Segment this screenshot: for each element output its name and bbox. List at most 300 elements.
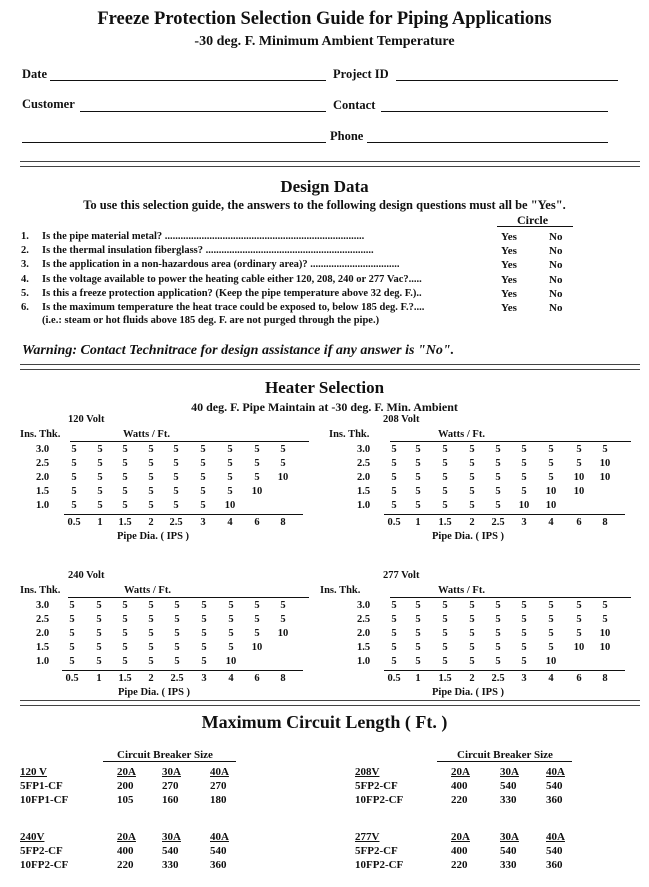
watt-cell: 5 (469, 614, 475, 625)
amp-header: 40A (210, 766, 229, 778)
watt-cell: 5 (548, 628, 554, 639)
pipe-size-label: 4 (228, 673, 234, 684)
watt-cell: 5 (227, 486, 233, 497)
watt-cell: 5 (548, 600, 554, 611)
watt-cell: 5 (254, 444, 260, 455)
watt-cell: 5 (174, 614, 180, 625)
watt-cell: 5 (173, 486, 179, 497)
watt-cell: 5 (122, 458, 128, 469)
watts-underline (70, 441, 309, 442)
watt-cell: 5 (200, 472, 206, 483)
pipe-size-label: 2.5 (169, 517, 183, 528)
amp-header: 20A (117, 766, 136, 778)
circuit-length-cell: 220 (451, 859, 468, 871)
watt-cell: 5 (442, 600, 448, 611)
voltage-label: 208V (355, 766, 380, 778)
thickness-label: 2.0 (36, 472, 50, 483)
watt-cell: 5 (576, 444, 582, 455)
watt-cell: 5 (576, 628, 582, 639)
watt-cell: 5 (227, 458, 233, 469)
design-data-title: Design Data (280, 177, 369, 196)
pipe-size-label: 6 (254, 673, 260, 684)
watt-cell: 5 (391, 642, 397, 653)
watt-cell: 5 (442, 458, 448, 469)
watt-cell: 5 (122, 600, 128, 611)
question-text: Is this a freeze protection application? (Keep the pipe temperature above 32 deg. F.).. (42, 287, 422, 299)
pipe-size-label: 2 (469, 673, 475, 684)
heater-model: 10FP2-CF (355, 859, 404, 871)
pipe-size-label: 1.5 (118, 673, 132, 684)
watt-cell: 5 (521, 458, 527, 469)
ins-thk-label: Ins. Thk. (329, 429, 370, 440)
watt-cell: 5 (228, 628, 234, 639)
circuit-length-cell: 540 (546, 845, 563, 857)
watt-cell: 5 (495, 600, 501, 611)
heater-model: 10FP2-CF (355, 794, 404, 806)
watt-cell: 5 (495, 656, 501, 667)
pipe-size-label: 8 (602, 673, 608, 684)
watt-cell: 5 (148, 500, 154, 511)
watt-cell: 5 (201, 628, 207, 639)
voltage-label: 277 Volt (383, 570, 420, 581)
watt-cell: 5 (173, 444, 179, 455)
pipe-size-label: 0.5 (387, 673, 401, 684)
watt-cell: 5 (97, 444, 103, 455)
customer-label: Customer (22, 97, 75, 111)
yes-option: Yes (501, 259, 517, 272)
pipe-size-label: 1.5 (438, 673, 452, 684)
grid-axis-line (64, 514, 303, 515)
pipe-size-label: 2.5 (170, 673, 184, 684)
circuit-length-cell: 400 (117, 845, 134, 857)
breaker-size-label: Circuit Breaker Size (457, 749, 553, 761)
watt-cell: 5 (415, 656, 421, 667)
watt-cell: 5 (148, 458, 154, 469)
watt-cell: 5 (521, 642, 527, 653)
watt-cell: 5 (415, 444, 421, 455)
thickness-label: 3.0 (36, 600, 50, 611)
page-subtitle: -30 deg. F. Minimum Ambient Temperature (194, 34, 455, 49)
watt-cell: 5 (495, 642, 501, 653)
watts-label: Watts / Ft. (438, 585, 485, 596)
thickness-label: 2.5 (36, 458, 50, 469)
watt-cell: 5 (602, 600, 608, 611)
watt-cell: 5 (96, 656, 102, 667)
watt-cell: 5 (521, 600, 527, 611)
watt-cell: 5 (415, 614, 421, 625)
circuit-length-cell: 330 (500, 794, 517, 806)
pipe-size-label: 2.5 (491, 517, 505, 528)
pipe-size-label: 3 (521, 673, 527, 684)
question-number: 4. (21, 273, 29, 285)
watt-cell: 5 (122, 486, 128, 497)
pipe-size-label: 0.5 (67, 517, 81, 528)
ins-thk-label: Ins. Thk. (20, 585, 61, 596)
thickness-label: 2.5 (36, 614, 50, 625)
watt-cell: 5 (576, 458, 582, 469)
watt-cell: 5 (148, 628, 154, 639)
thickness-label: 1.0 (36, 500, 50, 511)
pipe-size-label: 8 (280, 673, 286, 684)
watt-cell: 5 (174, 628, 180, 639)
watt-cell: 5 (174, 656, 180, 667)
breaker-underline (437, 761, 572, 762)
watt-cell: 5 (521, 614, 527, 625)
watt-cell: 5 (280, 444, 286, 455)
circuit-length-cell: 330 (162, 859, 179, 871)
thickness-label: 2.0 (357, 628, 371, 639)
watt-cell: 5 (96, 600, 102, 611)
date-label: Date (22, 67, 47, 81)
no-option: No (549, 273, 563, 286)
circuit-length-cell: 220 (451, 794, 468, 806)
pipe-size-label: 3 (201, 673, 207, 684)
watt-cell: 10 (251, 486, 263, 497)
watt-cell: 5 (148, 486, 154, 497)
question-number: 1. (21, 231, 29, 242)
thickness-label: 3.0 (36, 444, 50, 455)
circuit-length-title: Maximum Circuit Length ( Ft. ) (201, 712, 448, 732)
design-instruction: To use this selection guide, the answers to the following design questions must all be "Yes". (83, 198, 566, 212)
question-number: 5. (21, 287, 29, 299)
watt-cell: 5 (97, 486, 103, 497)
pipe-size-label: 6 (576, 673, 582, 684)
watt-cell: 5 (415, 600, 421, 611)
watt-cell: 10 (599, 458, 611, 469)
watt-cell: 5 (495, 614, 501, 625)
voltage-label: 120 V (20, 766, 47, 778)
watt-cell: 5 (254, 600, 260, 611)
watt-cell: 10 (599, 472, 611, 483)
project-id-label: Project ID (333, 67, 389, 81)
circuit-length-cell: 540 (500, 845, 517, 857)
contact-field[interactable] (381, 111, 608, 112)
question-number: 2. (21, 245, 29, 257)
watt-cell: 5 (469, 656, 475, 667)
project-id-field[interactable] (396, 80, 618, 81)
circuit-length-cell: 330 (500, 859, 517, 871)
watt-cell: 5 (148, 600, 154, 611)
watt-cell: 5 (97, 472, 103, 483)
pipe-size-label: 0.5 (387, 517, 401, 528)
watt-cell: 5 (69, 614, 75, 625)
voltage-label: 240 Volt (68, 570, 105, 581)
watt-cell: 10 (545, 656, 557, 667)
circuit-length-cell: 400 (451, 780, 468, 792)
thickness-label: 2.0 (36, 628, 50, 639)
watt-cell: 5 (201, 642, 207, 653)
watt-cell: 5 (548, 458, 554, 469)
watt-cell: 5 (173, 458, 179, 469)
watts-label: Watts / Ft. (438, 429, 485, 440)
watt-cell: 5 (521, 628, 527, 639)
circuit-length-cell: 200 (117, 780, 134, 792)
watt-cell: 5 (548, 444, 554, 455)
watt-cell: 5 (391, 614, 397, 625)
watt-cell: 5 (122, 628, 128, 639)
heater-model: 10FP1-CF (20, 794, 69, 806)
page-title: Freeze Protection Selection Guide for Piping Applications (97, 9, 552, 29)
circuit-length-cell: 360 (546, 859, 563, 871)
watt-cell: 5 (442, 472, 448, 483)
pipe-size-label: 1.5 (118, 517, 132, 528)
watt-cell: 5 (227, 472, 233, 483)
thickness-label: 1.0 (36, 656, 50, 667)
watt-cell: 5 (148, 656, 154, 667)
watt-cell: 5 (122, 444, 128, 455)
circle-label: Circle (517, 213, 549, 227)
thickness-label: 1.5 (36, 642, 50, 653)
watt-cell: 5 (228, 600, 234, 611)
amp-header: 20A (117, 831, 136, 843)
watt-cell: 5 (228, 642, 234, 653)
customer-field-line2[interactable] (22, 142, 326, 143)
watt-cell: 5 (442, 486, 448, 497)
breaker-underline (103, 761, 236, 762)
watt-cell: 5 (391, 486, 397, 497)
phone-field[interactable] (367, 142, 608, 143)
amp-header: 20A (451, 766, 470, 778)
watt-cell: 5 (148, 614, 154, 625)
watt-cell: 5 (415, 500, 421, 511)
pipe-dia-label: Pipe Dia. ( IPS ) (118, 687, 191, 698)
watt-cell: 5 (469, 444, 475, 455)
thickness-label: 1.0 (357, 500, 371, 511)
watt-cell: 5 (415, 458, 421, 469)
watt-cell: 5 (548, 642, 554, 653)
amp-header: 40A (546, 766, 565, 778)
circuit-length-cell: 360 (210, 859, 227, 871)
question-text: Is the voltage available to power the heating cable either 120, 208, 240 or 277 Vac?..... (42, 273, 422, 285)
watt-cell: 5 (148, 642, 154, 653)
watts-label: Watts / Ft. (124, 585, 171, 596)
no-option: No (549, 245, 563, 258)
watt-cell: 5 (391, 458, 397, 469)
pipe-size-label: 8 (602, 517, 608, 528)
watt-cell: 5 (71, 444, 77, 455)
watt-cell: 5 (122, 656, 128, 667)
watt-cell: 5 (442, 614, 448, 625)
question-text: Is the maximum temperature the heat trace could be exposed to, below 185 deg. F.?.... (42, 302, 425, 313)
watt-cell: 5 (280, 458, 286, 469)
watt-cell: 5 (148, 444, 154, 455)
grid-axis-line (384, 670, 625, 671)
watt-cell: 10 (225, 656, 237, 667)
pipe-size-label: 4 (548, 517, 554, 528)
section-divider (20, 161, 640, 167)
watt-cell: 5 (71, 500, 77, 511)
watt-cell: 5 (96, 628, 102, 639)
watt-cell: 5 (254, 458, 260, 469)
amp-header: 30A (162, 766, 181, 778)
phone-label: Phone (330, 129, 364, 143)
watt-cell: 5 (254, 614, 260, 625)
watt-cell: 10 (599, 628, 611, 639)
pipe-size-label: 2 (469, 517, 475, 528)
watt-cell: 5 (391, 472, 397, 483)
yes-option: Yes (501, 302, 517, 314)
heater-subtitle: 40 deg. F. Pipe Maintain at -30 deg. F. Min. Ambient (191, 400, 458, 414)
watt-cell: 5 (122, 472, 128, 483)
watt-cell: 5 (521, 472, 527, 483)
watt-cell: 5 (548, 472, 554, 483)
pipe-dia-label: Pipe Dia. ( IPS ) (432, 687, 505, 698)
watt-cell: 5 (415, 642, 421, 653)
pipe-size-label: 1 (415, 673, 421, 684)
thickness-label: 2.0 (357, 472, 371, 483)
watt-cell: 5 (254, 472, 260, 483)
heater-model: 5FP2-CF (355, 845, 398, 857)
watt-cell: 5 (442, 500, 448, 511)
watt-cell: 5 (442, 642, 448, 653)
voltage-label: 240V (20, 831, 45, 843)
watt-cell: 5 (201, 600, 207, 611)
heater-model: 5FP2-CF (20, 845, 63, 857)
pipe-size-label: 1 (97, 517, 103, 528)
watt-cell: 5 (415, 486, 421, 497)
watt-cell: 5 (173, 472, 179, 483)
pipe-size-label: 1.5 (438, 517, 452, 528)
watts-underline (390, 441, 631, 442)
question-text: Is the application in a non-hazardous area (ordinary area)? .................................. (42, 259, 400, 271)
pipe-size-label: 1 (96, 673, 102, 684)
amp-header: 40A (210, 831, 229, 843)
watt-cell: 5 (521, 444, 527, 455)
watt-cell: 5 (469, 500, 475, 511)
watt-cell: 10 (277, 472, 289, 483)
watt-cell: 5 (495, 444, 501, 455)
watt-cell: 5 (174, 600, 180, 611)
voltage-label: 120 Volt (68, 414, 105, 425)
watt-cell: 5 (200, 486, 206, 497)
watt-cell: 10 (573, 472, 585, 483)
yes-option: Yes (501, 287, 517, 300)
watt-cell: 10 (251, 642, 263, 653)
watt-cell: 5 (96, 642, 102, 653)
no-option: No (549, 259, 563, 272)
watt-cell: 5 (521, 656, 527, 667)
thickness-label: 2.5 (357, 614, 371, 625)
watt-cell: 5 (97, 458, 103, 469)
thickness-label: 1.5 (357, 486, 371, 497)
pipe-size-label: 3 (200, 517, 206, 528)
watt-cell: 5 (280, 600, 286, 611)
watt-cell: 5 (201, 614, 207, 625)
watt-cell: 5 (521, 486, 527, 497)
no-option: No (549, 287, 563, 300)
question-number: 6. (21, 302, 29, 313)
grid-axis-line (62, 670, 303, 671)
circuit-length-cell: 400 (451, 845, 468, 857)
watt-cell: 5 (200, 444, 206, 455)
watt-cell: 5 (97, 500, 103, 511)
pipe-size-label: 4 (548, 673, 554, 684)
watt-cell: 5 (201, 656, 207, 667)
watt-cell: 5 (442, 444, 448, 455)
watt-cell: 5 (495, 486, 501, 497)
watt-cell: 5 (495, 458, 501, 469)
date-field[interactable] (50, 80, 326, 81)
watt-cell: 5 (391, 500, 397, 511)
circuit-length-cell: 180 (210, 794, 227, 806)
watt-cell: 10 (518, 500, 530, 511)
amp-header: 20A (451, 831, 470, 843)
contact-label: Contact (333, 98, 376, 112)
watt-cell: 5 (415, 628, 421, 639)
heater-selection-title: Heater Selection (264, 378, 385, 397)
watt-cell: 5 (391, 628, 397, 639)
watt-cell: 5 (442, 656, 448, 667)
circuit-length-cell: 540 (500, 780, 517, 792)
watt-cell: 5 (495, 628, 501, 639)
customer-field[interactable] (80, 111, 326, 112)
pipe-size-label: 0.5 (65, 673, 79, 684)
pipe-size-label: 8 (280, 517, 286, 528)
section-divider (20, 700, 640, 706)
watt-cell: 10 (277, 628, 289, 639)
watt-cell: 5 (576, 600, 582, 611)
watts-underline (68, 597, 309, 598)
watt-cell: 5 (69, 656, 75, 667)
watt-cell: 5 (415, 472, 421, 483)
watt-cell: 5 (576, 614, 582, 625)
watt-cell: 10 (573, 642, 585, 653)
watt-cell: 5 (69, 628, 75, 639)
circuit-length-cell: 540 (546, 780, 563, 792)
watt-cell: 10 (599, 642, 611, 653)
ins-thk-label: Ins. Thk. (320, 585, 361, 596)
ins-thk-label: Ins. Thk. (20, 429, 61, 440)
watt-cell: 5 (69, 642, 75, 653)
yes-option: Yes (501, 273, 517, 286)
watt-cell: 5 (469, 472, 475, 483)
watt-cell: 5 (391, 600, 397, 611)
watt-cell: 5 (148, 472, 154, 483)
watt-cell: 5 (442, 628, 448, 639)
watt-cell: 5 (469, 628, 475, 639)
voltage-label: 277V (355, 831, 380, 843)
pipe-size-label: 2.5 (491, 673, 505, 684)
thickness-label: 2.5 (357, 458, 371, 469)
pipe-size-label: 2 (148, 517, 154, 528)
watt-cell: 5 (495, 472, 501, 483)
pipe-size-label: 3 (521, 517, 527, 528)
watt-cell: 5 (228, 614, 234, 625)
amp-header: 30A (162, 831, 181, 843)
yes-option: Yes (501, 245, 517, 258)
watt-cell: 5 (71, 472, 77, 483)
no-option: No (549, 302, 563, 314)
amp-header: 30A (500, 766, 519, 778)
heater-model: 5FP2-CF (355, 780, 398, 792)
watt-cell: 5 (71, 458, 77, 469)
watt-cell: 5 (469, 458, 475, 469)
circuit-length-cell: 220 (117, 859, 134, 871)
watt-cell: 5 (122, 614, 128, 625)
pipe-size-label: 2 (148, 673, 154, 684)
watt-cell: 5 (254, 628, 260, 639)
circle-underline (497, 226, 573, 227)
watt-cell: 5 (200, 458, 206, 469)
question-number: 3. (21, 259, 29, 271)
watt-cell: 5 (122, 500, 128, 511)
thickness-label: 1.5 (36, 486, 50, 497)
watt-cell: 5 (548, 614, 554, 625)
watt-cell: 5 (469, 600, 475, 611)
pipe-dia-label: Pipe Dia. ( IPS ) (432, 531, 505, 542)
thickness-label: 3.0 (357, 444, 371, 455)
circuit-length-cell: 270 (210, 780, 227, 792)
